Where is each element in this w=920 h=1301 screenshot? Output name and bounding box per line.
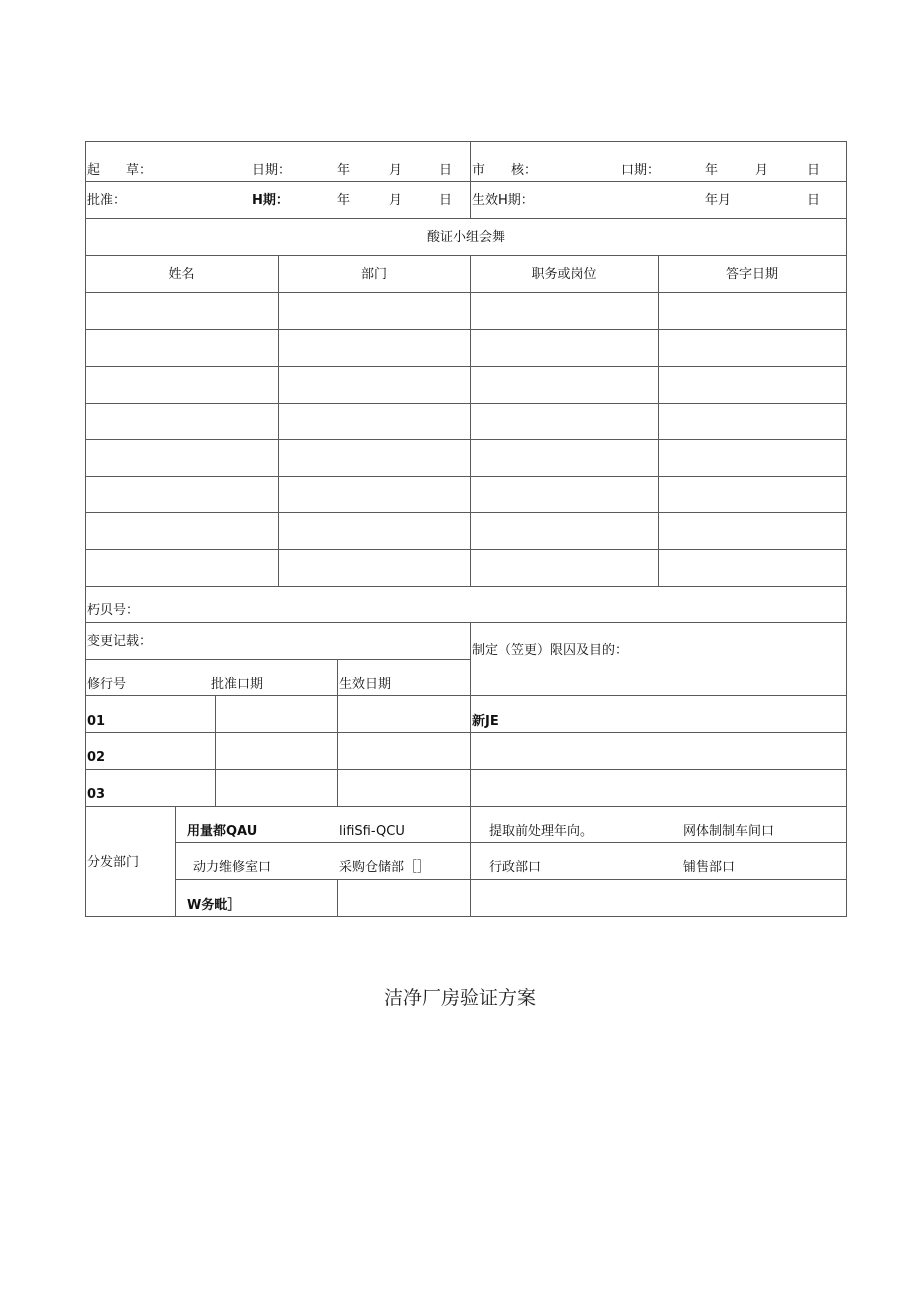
- distribution-dept-qc: lifiSfi-QCU: [339, 824, 405, 839]
- revision-reason: 新JE: [472, 714, 499, 729]
- header-revision-no: 修行号: [87, 677, 127, 692]
- revision-no: 01: [87, 714, 106, 729]
- distribution-dept-warehouse: 采购仓储部［］: [339, 860, 431, 875]
- header-approval-date: 批准口期: [211, 677, 264, 692]
- draft-year: 年: [337, 163, 351, 178]
- distribution-dept-admin: 行政部口: [489, 860, 542, 875]
- change-record-label: 变更记载：: [87, 634, 153, 649]
- draft-day: 日: [439, 163, 453, 178]
- distribution-label: 分发部门: [87, 855, 140, 870]
- header-sign-date: 答字日期: [725, 267, 778, 282]
- change-reason-label: 制定（笠更）限囚及目的：: [472, 643, 629, 658]
- review-month: 月: [755, 163, 769, 178]
- distribution-dept-sales: 铺售部口: [683, 860, 736, 875]
- distribution-dept-finance: W务毗］: [187, 898, 241, 913]
- revision-no: 02: [87, 750, 106, 765]
- approve-month: 月: [389, 193, 403, 208]
- revision-no: 03: [87, 787, 106, 802]
- file-number-label: 朽贝号：: [87, 603, 140, 618]
- effective-year-month: 年月: [705, 193, 732, 208]
- header-name: 姓名: [168, 267, 195, 282]
- review-label: 市 核：: [472, 163, 538, 178]
- approve-year: 年: [337, 193, 351, 208]
- review-date-label: 口期：: [621, 163, 661, 178]
- document-form: [85, 141, 847, 917]
- approve-date-label: H期：: [252, 193, 289, 208]
- approve-label: 批准：: [87, 193, 127, 208]
- distribution-dept-extraction: 提取前处理年向。: [489, 824, 594, 839]
- header-department: 部门: [360, 267, 387, 282]
- header-effective-date: 生效日期: [339, 677, 392, 692]
- draft-label: 起 草：: [87, 163, 153, 178]
- team-title: 酸证小组会舞: [426, 230, 505, 245]
- draft-date-label: 日期：: [252, 163, 292, 178]
- effective-day: 日: [807, 193, 821, 208]
- document-title: 洁净厂房验证方案: [383, 987, 536, 1009]
- distribution-dept-qa: 用量都QAU: [187, 824, 258, 839]
- review-year: 年: [705, 163, 719, 178]
- draft-month: 月: [389, 163, 403, 178]
- approve-day: 日: [439, 193, 453, 208]
- distribution-dept-maintenance: 动力维修室口: [193, 860, 272, 875]
- review-day: 日: [807, 163, 821, 178]
- effective-date-label: 生效H期：: [472, 193, 534, 208]
- header-position: 职务或岗位: [531, 267, 597, 282]
- distribution-dept-workshop: 网体制制车间口: [683, 824, 775, 839]
